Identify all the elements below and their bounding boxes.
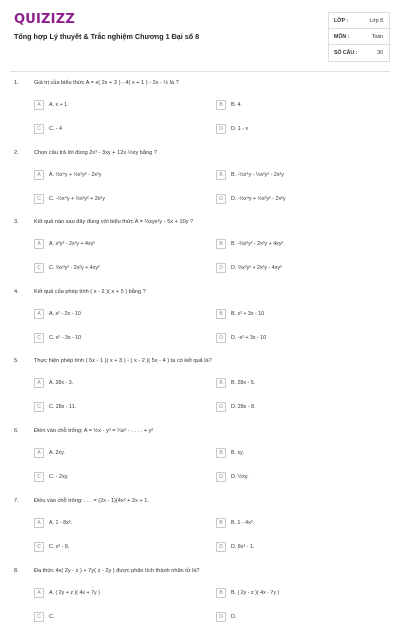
question-item [0,80,400,146]
answer-option-a[interactable] [34,239,194,249]
option-letter-badge: C [34,542,44,552]
answer-option-b[interactable] [216,448,376,458]
question-number: 1. [14,80,19,86]
meta-row-count [329,45,391,61]
answer-option-b[interactable] [216,588,376,598]
option-letter-badge: D [216,194,226,204]
option-text: B. 28x - 5. [231,380,256,386]
option-letter-badge: D [216,333,226,343]
option-letter-badge: A [34,588,44,598]
question-item [0,150,400,216]
option-text: A. ( 2y + z )( 4x + 7y ) [49,590,100,596]
option-letter-badge: D [216,472,226,482]
question-text: Kết quả nào sau đây đúng với biểu thức A = ⅔xyx²y - 5x + 10y ? [34,219,194,225]
option-text: B. ( 2y - z )( 4x - 7y ) [231,590,280,596]
answer-option-d[interactable] [216,194,376,204]
answer-option-a[interactable] [34,170,194,180]
answer-option-b[interactable] [216,378,376,388]
option-text: D. -½x⁴y + ½x²y² - 2x²y [231,196,286,202]
option-text: A. x³y² - 2x²y + 4xy² [49,241,96,247]
question-text: Điều vào chỗ trống: . . . = (2x - 1)(4x² + 2x + 1. [34,498,149,504]
option-letter-badge: B [216,448,226,458]
option-letter-badge: B [216,309,226,319]
option-text: D. ½xy. [231,474,249,480]
document-header [0,0,400,72]
answer-option-a[interactable] [34,588,194,598]
option-letter-badge: D [216,124,226,134]
question-text: Kết quả của phép tính ( x - 2 )( x + 5 ) bằng ? [34,289,146,295]
answer-option-a[interactable] [34,100,194,110]
meta-value: Toán [371,34,383,40]
question-number: 2. [14,150,19,156]
option-letter-badge: A [34,518,44,528]
answer-option-b[interactable] [216,100,376,110]
question-number: 5. [14,358,19,364]
question-number: 4. [14,289,19,295]
answer-option-d[interactable] [216,333,376,343]
question-text: Giá trị của biểu thức A = x( 2x + 3 ) - 4( x + 1 ) - 2x - ½ là ? [34,80,179,86]
option-text: C. -½x⁴y + ½x²y² + 2x²y [49,196,105,202]
option-letter-badge: A [34,448,44,458]
answer-option-a[interactable] [34,309,194,319]
option-letter-badge: B [216,239,226,249]
option-text: C. - 4 [49,126,62,132]
option-letter-badge: A [34,100,44,110]
answer-option-a[interactable] [34,448,194,458]
answer-option-d[interactable] [216,612,376,622]
option-text: A. x² - 2x - 10 [49,311,81,317]
option-text: B. -½x⁴y - ½x²y² - 2x²y [231,172,284,178]
option-letter-badge: D [216,612,226,622]
meta-value: Lớp 8 [369,18,383,24]
question-number: 6. [14,428,19,434]
option-text: A. x + 1. [49,102,69,108]
question-item [0,219,400,285]
answer-option-c[interactable] [34,402,194,412]
meta-key: SỐ CÂU : [334,50,358,56]
option-letter-badge: A [34,239,44,249]
option-text: B. 1 - 4x³. [231,520,254,526]
answer-option-d[interactable] [216,402,376,412]
answer-option-b[interactable] [216,518,376,528]
answer-option-c[interactable] [34,333,194,343]
option-letter-badge: B [216,170,226,180]
answer-option-d[interactable] [216,542,376,552]
option-text: D. 28x - 8. [231,404,256,410]
question-item [0,358,400,424]
option-letter-badge: A [34,378,44,388]
answer-option-b[interactable] [216,170,376,180]
option-text: C. - 2xy. [49,474,69,480]
option-text: C. ⅔x³y² - 2x²y + 4xy² [49,265,100,271]
option-text: B. xy. [231,450,244,456]
answer-option-b[interactable] [216,239,376,249]
answer-option-c[interactable] [34,194,194,204]
option-text: C. 28x - 11. [49,404,76,410]
option-text: D. 8x³ - 1. [231,544,255,550]
option-text: B. x² + 3x - 10 [231,311,265,317]
option-letter-badge: C [34,194,44,204]
question-number: 8. [14,568,19,574]
option-letter-badge: C [34,124,44,134]
option-text: A. 2xy. [49,450,65,456]
option-text: A. 28x - 3. [49,380,74,386]
option-text: B. 4. [231,102,242,108]
question-text: Thực hiện phép tính ( 5x - 1 )( x + 3 ) - ( x - 2 )( 5x - 4 ) ta có kết quả là? [34,358,212,364]
option-letter-badge: B [216,100,226,110]
option-letter-badge: B [216,378,226,388]
answer-option-a[interactable] [34,518,194,528]
meta-row-subject [329,29,391,45]
option-letter-badge: D [216,263,226,273]
option-text: B. -⅔x³y² - 2x²y + 4xy² [231,241,284,247]
option-letter-badge: D [216,402,226,412]
option-text: A. 1 - 8x³. [49,520,72,526]
question-text: Chọn câu trả lời đúng 2x³ - 3xy + 12x·½xy bằng ? [34,150,157,156]
meta-row-class [329,13,391,29]
option-letter-badge: A [34,170,44,180]
option-text: C. [49,614,55,620]
option-text: D. [231,614,237,620]
question-text: Điền vào chỗ trống: A = ½x - y² = ¼x² - . . . . + y² [34,428,154,434]
page-title: Tổng hợp Lý thuyết & Trắc nghiệm Chương 1 Đại số 8 [14,32,200,41]
question-item [0,428,400,494]
question-item [0,568,400,634]
answer-option-d[interactable] [216,263,376,273]
option-letter-badge: B [216,518,226,528]
question-text: Đa thức 4x( 2y - z ) + 7y( z - 2y ) được phân tích thành nhân tử là? [34,568,200,574]
option-letter-badge: D [216,542,226,552]
option-text: C. x³ - 8. [49,544,70,550]
option-text: A. ½x⁴y + ½x²y² - 2x²y [49,172,102,178]
option-letter-badge: C [34,333,44,343]
question-item [0,289,400,355]
option-text: C. x² - 3x - 10 [49,335,82,341]
option-letter-badge: A [34,309,44,319]
answer-option-c[interactable] [34,124,194,134]
option-text: D. -x² + 3x - 10 [231,335,267,341]
question-number: 3. [14,219,19,225]
quizizz-logo: QUIZIZZ [14,12,75,27]
option-text: D. ⅔x³y² + 2x²y - 4xy² [231,265,282,271]
option-letter-badge: C [34,263,44,273]
answer-option-c[interactable] [34,612,194,622]
option-text: D. 1 - x [231,126,249,132]
answer-option-b[interactable] [216,309,376,319]
meta-key: MÔN : [334,34,350,40]
answer-option-a[interactable] [34,378,194,388]
answer-option-c[interactable] [34,263,194,273]
meta-key: LỚP : [334,18,349,24]
answer-option-d[interactable] [216,124,376,134]
answer-option-d[interactable] [216,472,376,482]
option-letter-badge: C [34,402,44,412]
option-letter-badge: C [34,472,44,482]
option-letter-badge: C [34,612,44,622]
meta-value: 30 [377,50,383,56]
answer-option-c[interactable] [34,472,194,482]
question-number: 7. [14,498,19,504]
header-divider [10,71,390,72]
meta-info-box [328,12,390,62]
question-item [0,498,400,564]
answer-option-c[interactable] [34,542,194,552]
option-letter-badge: B [216,588,226,598]
